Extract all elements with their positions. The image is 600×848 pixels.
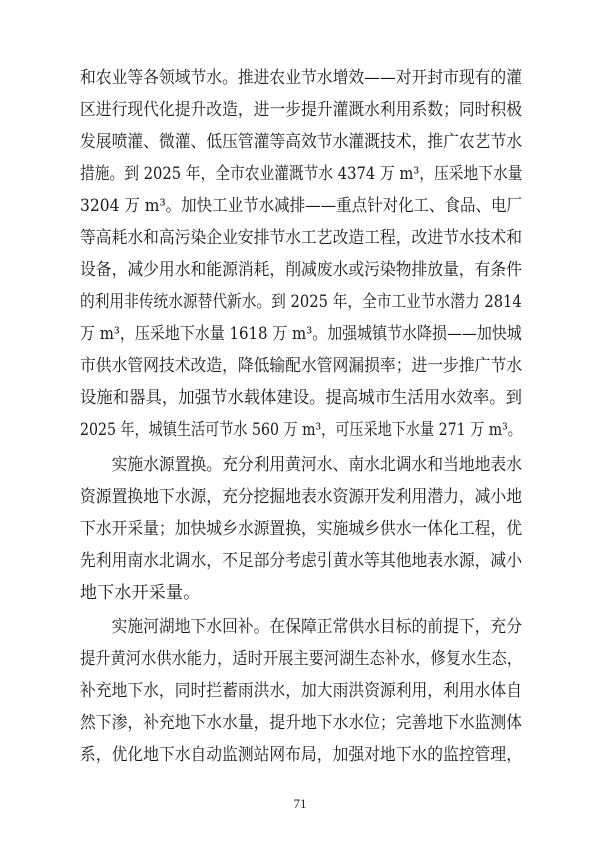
text-line: 资源置换地下水源，充分挖掘地表水资源开发利用潜力，减小地 (80, 487, 522, 507)
text-line: 地下水开采量。 (80, 583, 201, 603)
text-line: 实施河湖地下水回补。在保障正常供水目标的前提下，充分 (80, 617, 522, 637)
text-line: 然下渗，补充地下水水量，提升地下水水位；完善地下水监测体 (80, 713, 522, 733)
text-line: 下水开采量；加快城乡水源置换，实施城乡供水一体化工程，优 (80, 519, 522, 539)
text-line: 设备，减少用水和能源消耗，削减废水或污染物排放量，有条件 (80, 260, 522, 280)
text-line: 先利用南水北调水，不足部分考虑引黄水等其他地表水源，减小 (80, 551, 522, 571)
text-line: 提升黄河水供水能力，适时开展主要河湖生态补水，修复水生态， (80, 649, 522, 669)
text-line: 发展喷灌、微灌、低压管灌等高效节水灌溉技术，推广农艺节水 (80, 132, 522, 152)
text-line: 设施和器具，加强节水载体建设。提高城市生活用水效率。到 (80, 388, 522, 408)
text-line: 万 m³，压采地下水量 1618 万 m³。加强城镇节水降损——加快城 (80, 324, 522, 344)
text-line: 补充地下水，同时拦蓄雨洪水，加大雨洪资源利用，利用水体自 (80, 681, 522, 701)
text-line: 2025 年，城镇生活可节水 560 万 m³，可压采地下水量 271 万 m³。 (80, 420, 522, 440)
text-line: 措施。到 2025 年，全市农业灌溉节水 4374 万 m³，压采地下水量 (80, 164, 523, 184)
text-line: 的利用非传统水源替代新水。到 2025 年，全市工业节水潜力 2814 (80, 292, 522, 312)
text-line: 3204 万 m³。加快工业节水减排——重点针对化工、食品、电厂 (80, 196, 523, 216)
text-line: 和农业等各领域节水。推进农业节水增效——对开封市现有的灌 (80, 68, 522, 88)
text-line: 区进行现代化提升改造，进一步提升灌溉水利用系数；同时积极 (80, 100, 522, 120)
text-line: 系，优化地下水自动监测站网布局，加强对地下水的监控管理， (80, 745, 522, 765)
text-line: 实施水源置换。充分利用黄河水、南水北调水和当地地表水 (80, 455, 522, 475)
page-number: 71 (293, 796, 307, 811)
text-line: 等高耗水和高污染企业安排节水工艺改造工程，改进节水技术和 (80, 228, 522, 248)
text-line: 市供水管网技术改造，降低输配水管网漏损率；进一步推广节水 (80, 356, 522, 376)
